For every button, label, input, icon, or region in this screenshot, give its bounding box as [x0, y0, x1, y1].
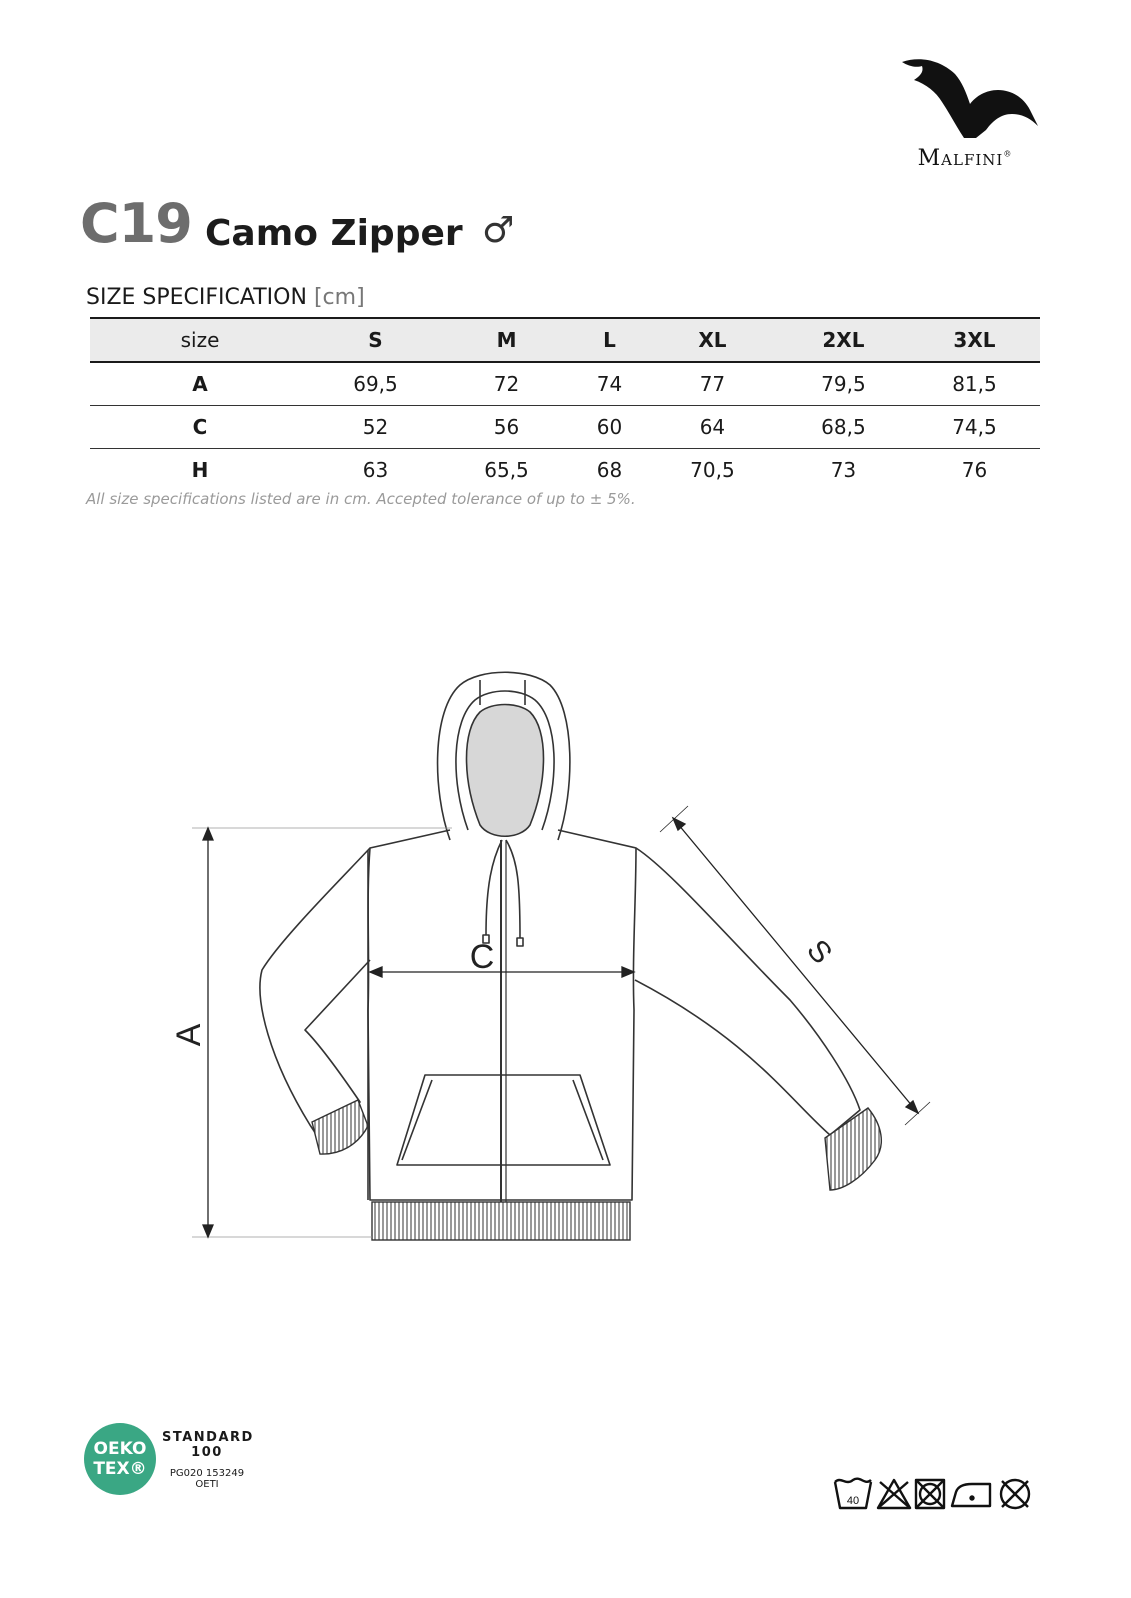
standard-number: 100 — [191, 1445, 223, 1460]
row-label: A — [192, 372, 208, 396]
drawstring-right — [506, 840, 520, 938]
table-header-cell: L — [603, 328, 616, 352]
left-cuff — [312, 1100, 368, 1154]
table-header-cell: M — [496, 328, 517, 352]
iron-low-icon — [952, 1484, 990, 1506]
no-bleach-icon — [878, 1480, 910, 1508]
label-a: A — [170, 1023, 208, 1047]
table-row — [90, 362, 1040, 406]
drawstring-left — [486, 840, 502, 935]
product-code: C19 — [80, 192, 192, 255]
table-cell: 69,5 — [353, 372, 398, 396]
left-sleeve — [260, 848, 370, 1140]
table-cell: 60 — [596, 415, 623, 439]
table-cell: 68 — [596, 458, 623, 482]
table-cell: 73 — [830, 458, 857, 482]
brand-logo — [880, 52, 1060, 182]
table-cell: 63 — [362, 458, 389, 482]
face-opening — [467, 705, 544, 837]
table-header-cell: 3XL — [953, 328, 996, 352]
wash-temperature: 40 — [846, 1495, 860, 1507]
table-cell: 76 — [961, 458, 988, 482]
no-dry-clean-icon — [1001, 1480, 1029, 1508]
table-cell: 79,5 — [821, 372, 866, 396]
right-cuff — [825, 1108, 881, 1190]
no-tumble-dry-icon — [916, 1480, 944, 1508]
size-spec-unit: [cm] — [313, 285, 365, 310]
standard-label: STANDARD — [162, 1430, 254, 1445]
oeko-standard-block — [162, 1430, 252, 1490]
label-s: S — [800, 933, 839, 971]
table-header-cell: XL — [698, 328, 727, 352]
table-row — [90, 449, 1040, 492]
table-cell: 72 — [493, 372, 520, 396]
table-cell: 64 — [699, 415, 726, 439]
size-table — [90, 317, 1040, 491]
oeko-tex-badge — [84, 1423, 156, 1495]
table-header-cell: S — [368, 328, 383, 352]
table-cell: 70,5 — [690, 458, 735, 482]
table-cell: 77 — [699, 372, 726, 396]
table-header-row — [90, 318, 1040, 362]
oeko-line1: OEKO — [93, 1439, 147, 1459]
table-cell: 52 — [362, 415, 389, 439]
eagle-icon — [900, 52, 1040, 142]
table-cell: 74,5 — [952, 415, 997, 439]
table-cell: 74 — [596, 372, 623, 396]
table-cell: 68,5 — [821, 415, 866, 439]
label-c: C — [469, 938, 495, 976]
table-header-cell: size — [180, 328, 220, 352]
table-cell: 81,5 — [952, 372, 997, 396]
oeko-line2: TEX® — [93, 1459, 147, 1479]
table-cell: 65,5 — [484, 458, 529, 482]
table-row — [90, 406, 1040, 449]
male-symbol-icon: ♂ — [482, 210, 515, 251]
waistband — [372, 1202, 630, 1240]
certificate-institute: OETI — [195, 1479, 219, 1490]
brand-wordmark: Malfini® — [917, 146, 1013, 171]
certificate-number: PG020 153249 — [169, 1468, 245, 1479]
table-header-cell: 2XL — [822, 328, 865, 352]
tolerance-note: All size specifications listed are in cm. Accepted tolerance of up to ± 5%. — [86, 490, 636, 508]
right-sleeve — [635, 848, 860, 1135]
row-label: H — [191, 458, 209, 482]
care-icons — [832, 1474, 1037, 1512]
table-cell: 56 — [493, 415, 520, 439]
row-label: C — [192, 415, 208, 439]
product-name: Camo Zipper — [205, 213, 463, 254]
size-spec-title: SIZE SPECIFICATION [cm] — [86, 285, 365, 310]
hoodie-measurement-diagram — [170, 540, 950, 1270]
